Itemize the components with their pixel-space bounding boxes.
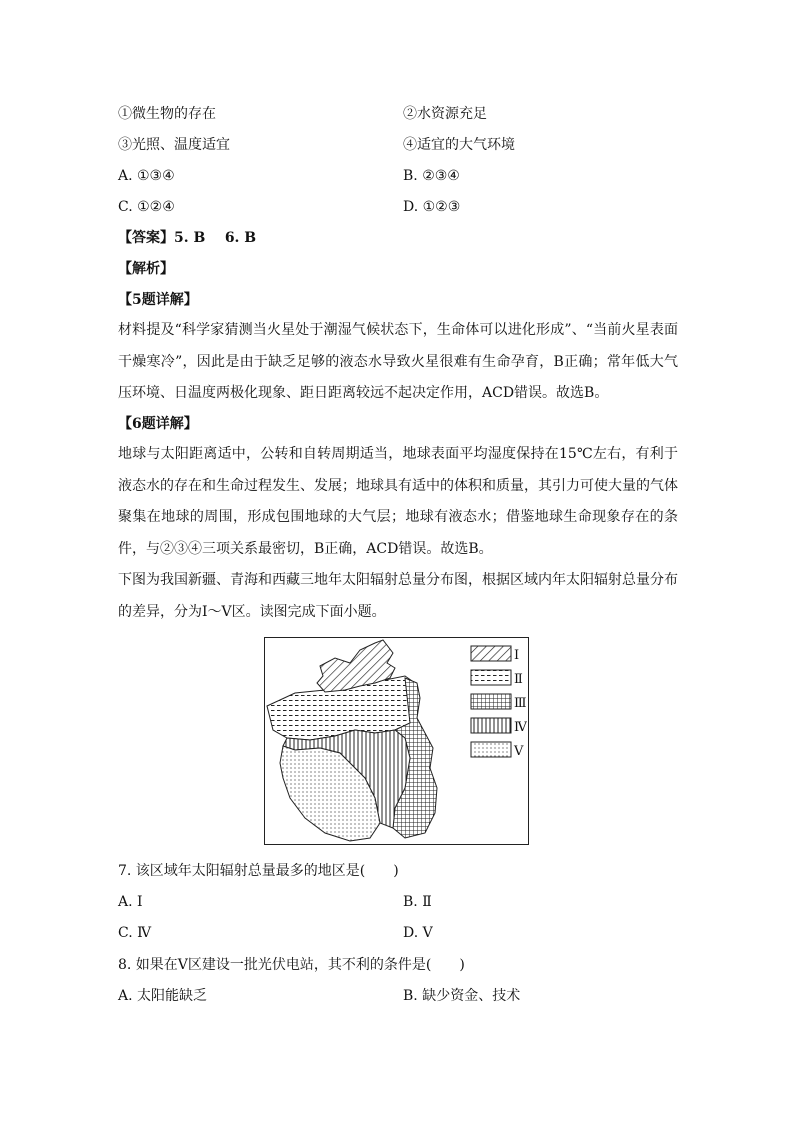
legend-label-5: Ⅴ xyxy=(514,744,524,759)
option-1: ①微生物的存在 xyxy=(118,106,216,122)
option-4: ④适宜的大气环境 xyxy=(403,137,515,153)
q7-choice-d: D. Ⅴ xyxy=(403,925,433,941)
q8-choice-a: A. 太阳能缺乏 xyxy=(118,988,208,1004)
choice-d: D. ①②③ xyxy=(403,199,461,215)
option-3: ③光照、温度适宜 xyxy=(118,137,230,153)
map-intro: 下图为我国新疆、青海和西藏三地年太阳辐射总量分布图，根据区域内年太阳辐射总量分布的差异，分为Ⅰ～Ⅴ区。读图完成下面小题。 xyxy=(118,572,678,620)
legend-label-1: Ⅰ xyxy=(514,648,520,663)
legend-label-4: Ⅳ xyxy=(514,720,527,735)
choice-a: A. ①③④ xyxy=(118,168,175,184)
analysis-label: 【解析】 xyxy=(118,261,174,277)
q6-explanation: 地球与太阳距离适中，公转和自转周期适当，地球表面平均湿度保持在15℃左右，有利于液态水的存在和生命过程发生、发展；地球具有适中的体积和质量，其引力可使大量的气体聚集在地球的周围，形成包围地球的大气层；地球有液态水；借鉴地球生命现象存在的条件，与②③④三项关系最密切，B正确，ACD错误。故选B。 xyxy=(118,446,678,557)
q7-choice-a: A. Ⅰ xyxy=(118,894,143,910)
choice-b: B. ②③④ xyxy=(403,168,460,184)
map-legend xyxy=(471,646,527,759)
q5-detail-label: 【5题详解】 xyxy=(118,292,198,308)
answer-line: 【答案】5. B 6. B xyxy=(118,230,257,246)
q6-detail-label: 【6题详解】 xyxy=(118,416,198,432)
legend-label-2: Ⅱ xyxy=(514,672,523,687)
choice-c: C. ①②④ xyxy=(118,199,175,215)
q7-stem: 7. 该区域年太阳辐射总量最多的地区是( ) xyxy=(118,863,399,879)
q5-explanation: 材料提及“科学家猜测当火星处于潮湿气候状态下，生命体可以进化形成”、“当前火星表面干燥寒冷”，因此是由于缺乏足够的液态水导致火星很难有生命孕育，B正确；常年低大气压环境、日温度两极化现象、距日距离较远不起决定作用，ACD错误。故选B。 xyxy=(118,322,678,401)
solar-radiation-map xyxy=(264,637,529,845)
q8-choice-b: B. 缺少资金、技术 xyxy=(403,988,521,1004)
q7-choice-c: C. Ⅳ xyxy=(118,925,152,941)
q8-stem: 8. 如果在Ⅴ区建设一批光伏电站，其不利的条件是( ) xyxy=(118,957,465,973)
option-2: ②水资源充足 xyxy=(403,106,487,122)
legend-label-3: Ⅲ xyxy=(514,696,527,711)
q7-choice-b: B. Ⅱ xyxy=(403,894,432,910)
